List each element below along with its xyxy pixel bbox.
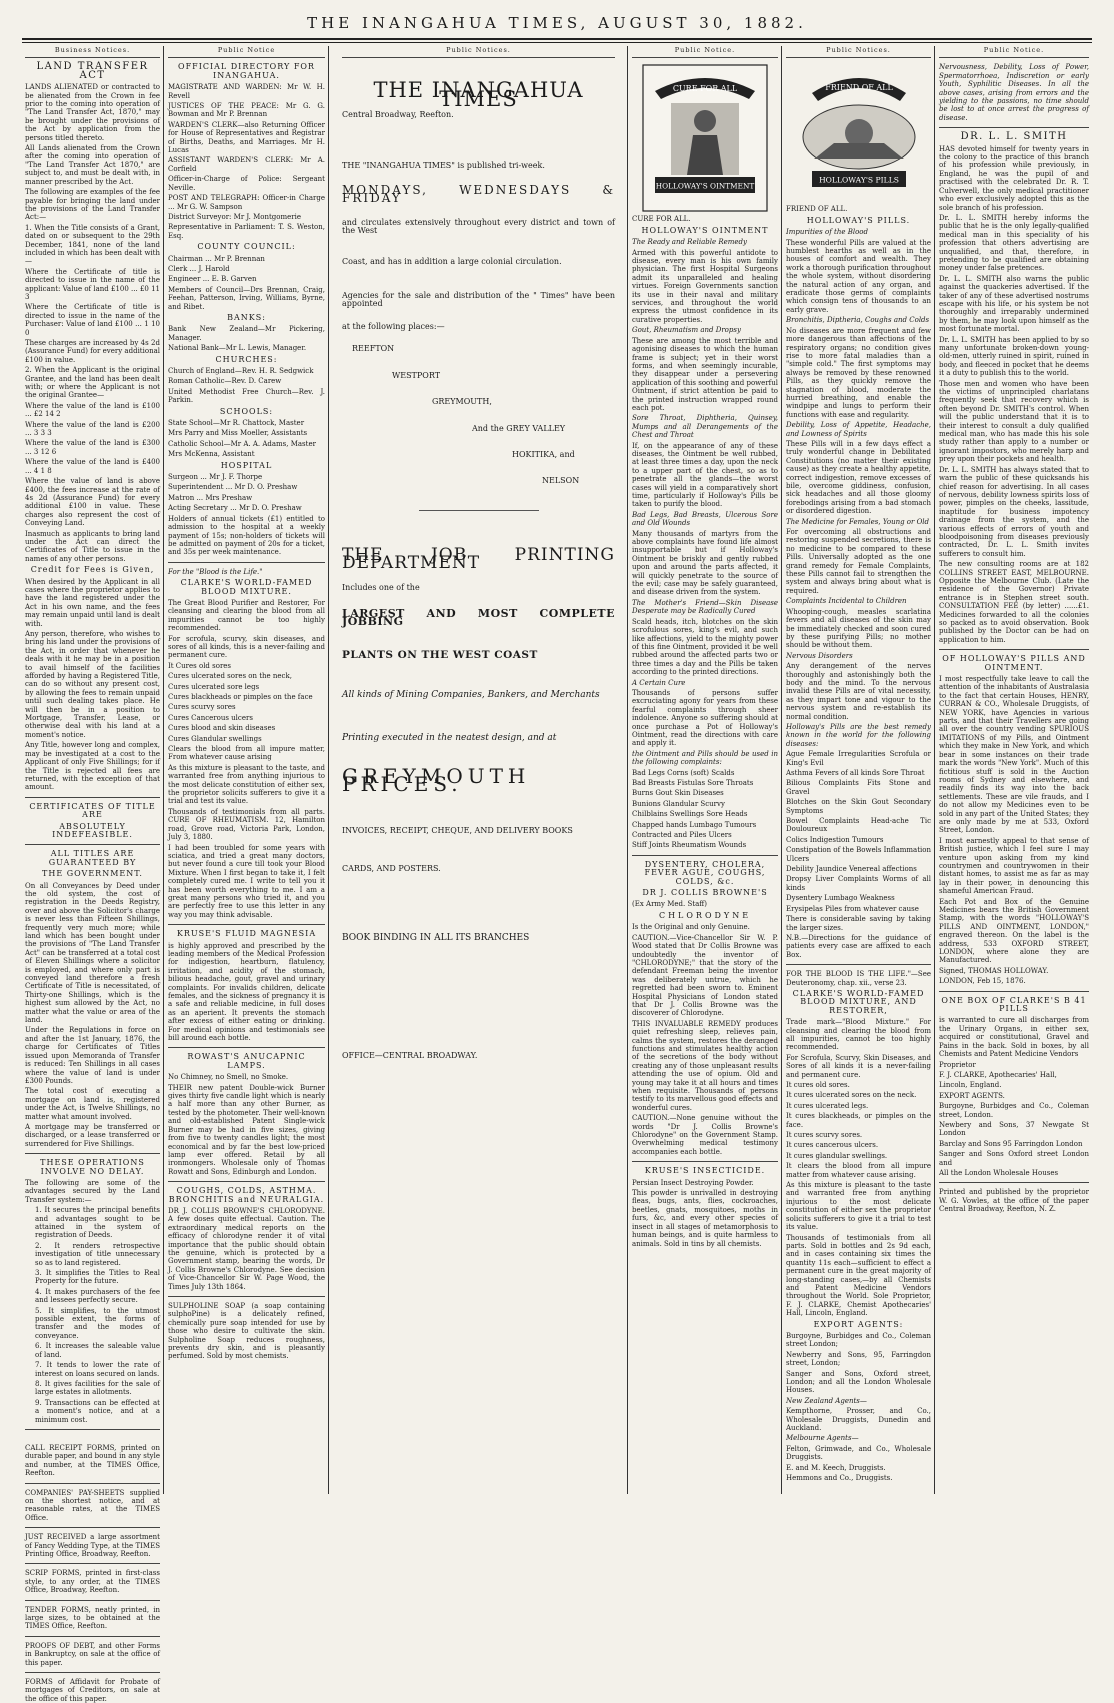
export-agent: All the London Wholesale Houses	[939, 1168, 1059, 1177]
export-agent: Kempthorne, Prosser, and Co., Wholesale Druggists, Dunedin and Auckland.	[786, 1407, 931, 1433]
separator	[632, 855, 778, 856]
paragraph: CAUTION.—None genuine without the words "Dr J. Collis Browne's Chlorodyne" on the Government Stamp. Overwhelming medical testimony accompanies each bottle.	[632, 1114, 778, 1156]
separator	[25, 1636, 160, 1637]
column-5	[783, 46, 934, 1492]
cure-item: It clears the blood from all impure matter from whatever cause arising.	[786, 1162, 931, 1179]
disease-row: Dropsy Liver Complaints Worms of all kinds	[786, 875, 931, 892]
agents-line: Agencies for the sale and distribution of the " Times" have been appointed	[342, 291, 615, 309]
advantage-item: 8. It gives facilities for the sale of large estates in allotments.	[35, 1379, 160, 1397]
largest-line: LARGEST AND MOST COMPLETE JOBBING	[342, 606, 615, 629]
export-agent: Barclay and Sons 95 Farringdon London	[939, 1139, 1083, 1148]
disease-row: Colics Indigestion Tumours	[786, 835, 884, 844]
paragraph: Dr. L. L. SMITH has been applied to by so many unfortunate broken-down young-old-men, utterly ruined in spirit, ruined in body, and fleeced in pocket that he deems it a duty to publish this to the world.	[939, 335, 1089, 378]
column-heading: Public Notice.	[632, 46, 778, 58]
directory-entry: MAGISTRATE AND WARDEN: Mr W. H. Revell	[168, 83, 325, 100]
agency-place: And the GREY VALLEY	[472, 423, 566, 433]
complaint-row: Bad Legs Corns (soft) Scalds	[632, 768, 735, 777]
paragraph: Dr. L. L. SMITH has always stated that to warn the public of these quicksands his chief reason for advertising. In all cases of nervous, debility lowness spirits loss of power, pimples on the cheeks, lassitude, inaptitude for business impotency drainage from the system, and the various effects of errors of youth and bloodpoisoning from diseases previously contracted, Dr. L. L. Smith invites sufferers to consult him.	[939, 465, 1089, 558]
paragraph: is warranted to cure all discharges from the Urinary Organs, in either sex, acquired or constitutional, Gravel and Pains in the back. Sold in boxes, by all Chemists and Patent Medicine Vendors	[939, 1016, 1089, 1059]
paragraph: Trade mark—"Blood Mixture." For cleansing and clearing the blood from all impurities, cannot be too highly recommended.	[786, 1018, 931, 1052]
lamps-heading: ROWAST'S ANUCAPNIC LAMPS.	[187, 1052, 306, 1070]
top-rule	[22, 38, 1092, 40]
fee-line: Where the value of the land is £100 ... £2 14 2	[25, 401, 160, 419]
column-3	[330, 46, 627, 1492]
ointment-heading: HOLLOWAY'S OINTMENT	[641, 225, 769, 235]
best-remedy-line: Holloway's Pills are the best remedy known in the world for the following diseases:	[786, 722, 931, 748]
directory-entry: Representative in Parliament: T. S. Weston, Esq.	[168, 223, 325, 240]
separator	[25, 1563, 160, 1564]
paragraph: Armed with this powerful antidote to disease, every man is his own family physician. The first Hospital Surgeons admit its unparalleled and healing virtues. Foreign Governments sanction its use in their naval and military services, and throughout the world express the utmost confidence in its curative properties.	[632, 248, 778, 324]
disease-row: Bowel Complaints Head-ache Tic Douloureux	[786, 817, 931, 834]
export-heading: EXPORT AGENTS.	[939, 1091, 1005, 1100]
ad-tender-forms: TENDER FORMS, neatly printed, in large sizes, to be obtained at the TIMES Office, Reefton.	[25, 1605, 160, 1631]
chlorodyne-heading: CHLORODYNE	[658, 910, 752, 920]
paragraph: These wonderful Pills are valued at the humblest hearths as well as in the houses of comfort and wealth. They work a thorough purification throughout the whole system, without disordering the natural action of any organ, and eradicate those germs of complaints which consign tens of thousands to an early grave.	[786, 238, 931, 314]
advantage-item: 7. It tends to lower the rate of interest on loans secured on lands.	[35, 1361, 160, 1378]
advantage-item: 5. It simplifies, to the utmost possible extent, the forms of transfer and the modes of conveyance.	[35, 1306, 160, 1340]
blood-tagline: For the "Blood is the Life."	[168, 567, 263, 576]
export-agent: Sanger and Sons Oxford street London and	[939, 1150, 1089, 1167]
disease-row: Erysipelas Piles from whatever cause	[786, 904, 919, 913]
advantage-item: 4. It makes purchasers of the fee and lessees perfectly secure.	[35, 1287, 160, 1305]
holloway-notice-heading: OF HOLLOWAY'S PILLS AND OINTMENT.	[942, 654, 1086, 672]
directory-entry: POST AND TELEGRAPH: Officer-in Charge ... Mr G. W. Sampson	[168, 194, 325, 211]
paragraph: Nervousness, Debility, Loss of Power, Spermatorrhoea, Indiscretion or early Youth, Syphilitic Diseases. In all the above cases, arising from errors and the yielding to the passions, no time should be lost to at once arrest the progress of disease.	[939, 63, 1089, 122]
directory-entry: WARDEN'S CLERK—also Returning Officer for House of Representatives and Registrar of Births, Deaths, and Marriages. Mr H. Lucas	[168, 120, 325, 155]
emblem-caption: FRIEND OF ALL.	[786, 205, 848, 214]
paragraph: All Lands alienated from the Crown after the coming into operation of "The Land Transfer Act 1870," are subject to, and must be dealt with, in manner prescribed by the Act.	[25, 144, 160, 186]
directory-entry: JUSTICES OF THE PEACE: Mr G. G. Bowman and Mr P. Brennan	[168, 102, 325, 119]
paragraph: Each Pot and Box of the Genuine Medicines bears the British Government Stamp, with the words "HOLLOWAY'S PILLS AND OINTMENT, LONDON," engraved thereon. On the label is the address, 533 OXFORD STREET, LONDON, where alone they are Manufactured.	[939, 897, 1089, 965]
school-entry: Mrs Parry and Miss Moeller, Assistants	[168, 429, 308, 438]
land-transfer-title: LAND TRANSFER ACT	[36, 61, 149, 81]
ad-wedding-type: JUST RECEIVED a large assortment of Fancy Wedding Type, at the TIMES Printing Office, Broadway, Reefton.	[25, 1533, 160, 1558]
subheading: Sore Throat, Diphtheria, Quinsey, Mumps and all Derangements of the Chest and Throat	[632, 414, 778, 440]
hospital-entry: Acting Secretary ... Mr D. O. Preshaw	[168, 504, 302, 513]
paragraph: is highly approved and prescribed by the leading members of the Medical Profession for indigestion, heartburn, flatulency, irritation, and acidity of the stomach, bilious headache, gout, gravel and urinary complaints. For invalids children, delicate females, and the sickness of pregnancy it is a safe and reliable medicine, in full doses as an aperient. It prevents the stomach after excess of either eating or drinking. For medical opinions and testimonials see bill around each bottle.	[168, 941, 325, 1043]
paragraph: On all Conveyances by Deed under the old system, the cost of registration in the Deeds Registry, over and above the Solicitor's charge is never less than Fifteen Shillings, frequently very much more; while land which has been bought under the provisions of "The Land Transfer Act" can be transferred at a total cost of Eleven Shillings where a solicitor is employed, and where only part is conveyed land therefore a fresh Certificate of Title is necessitated, of Thirty-one Shillings, which is the highest sum allowed by the Act, no matter what the value or area of the land.	[25, 881, 160, 1025]
separator	[25, 844, 160, 845]
paragraph: DR J. COLLIS BROWNE'S CHLORODYNE. A few doses quite effectual. Caution. The extraordinary medical reports on the efficacy of chlorodyne render it of vital importance that the public should obtain the genuine, which is protected by a Government stamp, bearing the words, Dr J. Collis Browne's Chlorodyne. See decision of Vice-Chancellor Sir W. Page Wood, the Times July 13th 1864.	[168, 1206, 325, 1291]
paragraph: These Pills will in a few days effect a truly wonderful change in Debilitated Constitutions (no matter their existing cause) as they create a healthy appetite, correct indigestion, remove excesses of bile, overcome giddiness, confusion, sick headaches and all those gloomy forebodings arising from a bad stomach or disordered digestion.	[786, 439, 931, 516]
agency-place: NELSON	[542, 476, 580, 486]
fee-line: Where the Certificate of title is directed to issue in the name of the applicant: Value of land £100 ... £0 11 3	[25, 267, 160, 301]
paragraph: SULPHOLINE SOAP (a soap containing sulphoPine) is a delicately refined, chemically pure soap intended for use by those who desire to cultivate the skin. Sulpholine Soap reduces roughness, prevents dry skin, and is pleasantly perfumed. Sold by most chemists.	[168, 1302, 325, 1361]
cure-item: Clears the blood from all impure matter, From whatever cause arising	[168, 745, 325, 762]
school-entry: Mrs McKenna, Assistant	[168, 450, 255, 459]
paragraph: No diseases are more frequent and few more dangerous than affections of the respiratory organs; no condition gives rise to more fatal maladies than a "simple cold." The first symptoms may always be removed by these renowned Pills, as they quickly remove the stagnation of blood, moderate the hurried breathing, and enable the windpipe and lungs to perform their functions with ease and regularity.	[786, 326, 931, 419]
export-agent: E. and M. Keech, Druggists.	[786, 1463, 886, 1472]
circulation-line: and circulates extensively throughout every district and town of the West	[342, 217, 615, 236]
subheading: Impurities of the Blood	[786, 228, 869, 237]
ad-pay-sheets: COMPANIES' PAY-SHEETS supplied on the shortest notice, and at reasonable rates, at the TIMES Office.	[25, 1488, 160, 1522]
dr-smith-heading: DR. L. L. SMITH	[960, 131, 1068, 143]
advantage-item: 6. It increases the saleable value of land.	[35, 1342, 160, 1359]
cure-item: Cures ulcerated sores on the neck,	[168, 672, 292, 681]
holloways-ointment-emblem-icon	[641, 63, 769, 213]
separator	[786, 964, 931, 965]
bank-entry: National Bank—Mr L. Lewis, Manager.	[168, 344, 307, 353]
circulation-line-2: Coast, and has in addition a large colonial circulation.	[342, 256, 562, 266]
disease-row: Ague Female Irregularities Scrofula or King's Evil	[786, 750, 931, 767]
column-divider	[328, 46, 329, 1494]
export-agent: Hemmons and Co., Druggists.	[786, 1474, 893, 1483]
cure-item: It cures ulcerated sores on the neck.	[786, 1091, 917, 1100]
plants-line: PLANTS ON THE WEST COAST	[342, 648, 538, 661]
emblem-caption: CURE FOR ALL.	[632, 215, 691, 224]
fee-line: Where the value of the land is £200 ... 3 3 3	[25, 420, 160, 438]
paragraph: Where the value of land is above £400, the fees increase at the rate of 4s 2d (Assurance Fund) for every additional £100 in value. These charges also represent the cost of Conveying Land.	[25, 477, 160, 528]
fee-line: These charges are increased by 4s 2d (Assurance Fund) for every additional £100 in value.	[25, 339, 160, 364]
separator	[632, 1161, 778, 1162]
separator	[25, 797, 160, 798]
pills-heading: HOLLOWAY'S PILLS.	[806, 215, 911, 225]
column-heading: Public Notices.	[342, 46, 615, 58]
proprietor-location: Lincoln, England.	[939, 1081, 1002, 1090]
complaint-row: Burns Gout Skin Diseases	[632, 789, 724, 798]
certificates-heading: CERTIFICATES OF TITLE ARE	[29, 801, 156, 820]
paragraph: I most respectfully take leave to call the attention of the inhabitants of Australasia to the fact that certain Houses, HENRY, CURRAN & CO., Wholesale Druggists, of NEW YORK, have Agencies in various parts, and that their Travellers are going all over the country vending SPURIOUS IMITATIONS of my Pills, and Ointment which they make in New York, and which bear in some instances on their trade mark the words "New York". Much of this fictitious stuff is sold in the Auction rooms of Sydney and elsewhere, and readily finds its way into the back settlements. These are vile frauds, and I do not allow my Medicines even to be sold in any part of the United States; they are only made by me at 533, Oxford Street, London.	[939, 675, 1089, 835]
paragraph: Any Title, however long and complex, may be investigated at a cost to the Applicant of only Five Shillings; for if the Title is rejected all fees are returned, with the exception of that amount.	[25, 741, 160, 792]
hospital-entry: Surgeon ... Mr J. F. Thorpe	[168, 473, 263, 482]
subheading: A Certain Cure	[632, 678, 686, 687]
paragraph: For Scrofula, Scurvy, Skin Diseases, and Sores of all kinds it is a never-failing and permanent cure.	[786, 1053, 931, 1079]
subheading: The Medicine for Females, Young or Old	[786, 517, 930, 526]
date-line: LONDON, Feb 15, 1876.	[939, 977, 1026, 986]
signed-line: Signed, THOMAS HOLLOWAY.	[939, 966, 1049, 975]
titles-heading: ALL TITLES ARE GUARANTEED BY	[48, 849, 137, 867]
paragraph: The total cost of executing a mortgage on land is, registered under the Act, is Twelve Shillings, no matter what amount involved.	[25, 1087, 160, 1121]
top-rule-thin	[22, 42, 1092, 43]
separator	[168, 562, 325, 563]
paragraph: Any person, therefore, who wishes to bring his land under the provisions of the Act, in order that whenever he deals with it he may be in a position to avail himself of the facilities afforded by having a Registered Title, can do so without any present cost, by allowing the fees to remain unpaid until such dealing takes place. He will then be in a position to Mortgage, Transfer, Lease, or otherwise deal with his land at a moment's notice.	[25, 630, 160, 739]
paragraph: Thousands of persons suffer excruciating agony for years from these fearful complaints through sheer indolence. Anyone so suffering should at once purchase a Pot of Holloway's Ointment, read the directions with care and apply it.	[632, 688, 778, 748]
clarke-heading: CLARKE'S WORLD-FAMED BLOOD MIXTURE, AND RESTORER,	[792, 988, 925, 1015]
complaint-row: Bunions Glandular Scurvy	[632, 799, 725, 808]
hospital-entry: Matron ... Mrs Preshaw	[168, 493, 253, 502]
separator	[939, 649, 1089, 650]
county-heading: COUNTY COUNCIL:	[197, 242, 296, 252]
fee-line: Where the value of the land is £300 ... 3 12 6	[25, 439, 160, 456]
separator	[939, 991, 1089, 992]
publication-line: THE "INANGAHUA TIMES" is published tri-week.	[342, 160, 545, 170]
subheading: Gout, Rheumatism and Dropsy	[632, 326, 741, 335]
disease-row: Blotches on the Skin Gout Secondary Symptoms	[786, 798, 931, 815]
export-heading: EXPORT AGENTS:	[813, 1319, 904, 1329]
certificates-heading-2: ABSOLUTELY INDEFEASIBLE.	[52, 821, 133, 839]
cure-item: Cures Cancerous ulcers	[168, 713, 253, 722]
ad-proofs-of-debt: PROOFS OF DEBT, and other Forms in Bankruptcy, on sale at the office of this paper.	[25, 1641, 160, 1667]
paragraph: Thousands of testimonials from all parts. Sold in bottles and 2s 9d each, and in cases containing six times the quantity 11s each—sufficient to effect a permanent cure in the great majority of long-standing cases,—by all Chemists and Patent Medicine Vendors throughout the World. Sole Proprietor, F. J. CLARKE, Chemist Apothecaries' Hall, Lincoln, England.	[786, 1233, 931, 1318]
cure-item: It cures blackheads, or pimples on the face.	[786, 1112, 931, 1129]
paragraph: Any derangement of the nerves thoroughly and astonishingly both the body and the mind. To the nervous invalid these Pills are of vital necessity, as they impart tone and vigour to the nervous system and re-establish its normal condition.	[786, 662, 931, 721]
job-printing-heading: THE JOB PRINTING DEPARTMENT	[342, 544, 615, 574]
paragraph: The following are some of the advantages secured by the Land Transfer system:—	[25, 1178, 160, 1204]
subheading: The Ready and Reliable Remedy	[632, 238, 747, 247]
paragraph: Thousands of testimonials from all parts. CURE OF RHEUMATISM. 12, Hamilton road, Grove road, Victoria Park, London, July 3, 1880.	[168, 807, 325, 842]
paragraph: Whooping-cough, measles scarlatina fevers and all diseases of the skin may be immediately checked and soon cured by these purifying Pills; no mother should be without them.	[786, 607, 931, 650]
saving-note: There is considerable saving by taking the larger sizes.	[786, 915, 931, 932]
paragraph: Under the Regulations in force on and after the 1st January, 1876, the charge for Certificates of Titles issued upon Memoranda of Transfer is reduced: Ten Shillings in all cases where the value of land is under £300 Pounds.	[25, 1026, 160, 1085]
column-heading: Public Notice	[168, 46, 325, 58]
paragraph: The following are examples of the fee payable for bringing the land under the provisions of the Land Transfer Act:—	[25, 188, 160, 222]
separator	[25, 1527, 160, 1528]
blood-tagline: FOR THE BLOOD IS THE LIFE."—See Deuteronomy, chap. xii., verse 23.	[786, 970, 931, 987]
column-heading: Public Notice.	[939, 46, 1089, 58]
churches-heading: CHURCHES:	[215, 354, 278, 364]
disease-row: Debility Jaundice Venereal affections	[786, 865, 917, 874]
complaint-row: Contracted and Piles Ulcers	[632, 831, 732, 840]
subheading: The Mother's Friend—Skin Disease Desperate may be Radically Cured	[632, 598, 778, 616]
church-entry: United Methodist Free Church—Rev. J. Parkin.	[168, 387, 325, 405]
paper-title: THE INANGAHUA TIMES	[373, 78, 584, 111]
paragraph: THIS INVALUABLE REMEDY produces quiet refreshing sleep, relieves pain, calms the system, restores the deranged functions and stimulates healthy action of the secretions of the body without creating any of those unpleasant results attending the use of opium. Old and young may take it at all hours and times when requisite. Thousands of persons testify to its marvellous good effects and wonderful cures.	[632, 1019, 778, 1112]
school-entry: State School—Mr R. Chattock, Master	[168, 419, 305, 428]
column-divider	[627, 46, 628, 1494]
separator	[25, 1429, 160, 1430]
proprietor-name: F. J. CLARKE, Apothecaries' Hall,	[939, 1070, 1057, 1079]
separator	[168, 1047, 325, 1048]
office-line: OFFICE—CENTRAL BROADWAY.	[342, 1051, 478, 1060]
paragraph: 2. When the Applicant is the original Grantee, and the land has been dealt with; or where the Applicant is not the original Grantee—	[25, 366, 160, 400]
column-6	[936, 46, 1092, 1492]
subheading: Bad Legs, Bad Breasts, Ulcerous Sore and Old Wounds	[632, 510, 778, 528]
disease-row: Dysentery Lumbago Weakness	[786, 894, 895, 903]
column-2	[165, 46, 328, 1492]
advantage-item: 1. It secures the principal benefits and advantages sought to be attained in the system of registration of Deeds.	[35, 1206, 160, 1240]
paragraph: LANDS ALIENATED or contracted to be alienated from the Crown in fee prior to the coming into operation of "The Land Transfer Act, 1870," may be brought under the provisions of the Act by application from the persons titled thereto.	[25, 83, 160, 142]
credit-heading: Credit for Fees is Given,	[30, 565, 155, 575]
paragraph: Many thousands of martyrs from the above complaints have found life almost insupportable but if Holloway's Ointment be briskly and gently rubbed upon and around the parts affected, it will quickly penetrate to the source of the evil; case may be safely guaranteed, and disease driven from the system.	[632, 529, 778, 597]
paragraph: For overcoming all obstructions and restoring suspended secretions, there is no medicine to be compared to these Pills. Universally adopted as the one grand remedy for Female Complaints, these Pills cannot fail to strengthen the system and always bring about what is required.	[786, 528, 931, 595]
banks-heading: BANKS:	[227, 312, 266, 322]
separator	[939, 127, 1089, 128]
holloways-pills-emblem-icon	[794, 63, 924, 203]
insecticide-heading: KRUSE'S INSECTICIDE.	[644, 1166, 766, 1176]
column-divider	[781, 46, 782, 1494]
directory-entry: District Surveyor: Mr J. Montgomerie	[168, 212, 302, 221]
subheading: Bronchitis, Diptheria, Coughs and Colds	[786, 316, 930, 325]
export-agent: Newberry and Sons, 95, Farringdon street, London;	[786, 1350, 931, 1368]
directory-entry: Officer-in-Charge of Police: Sergeant Neville.	[168, 175, 325, 192]
nb-note: N.B.—Directions for the guidance of patients every case are affixed to each Box.	[786, 933, 931, 959]
ad-affidavit: FORMS of Affidavit for Probate of mortgages of Creditors, on sale at the office of this paper.	[25, 1678, 160, 1703]
collis-sub: (Ex Army Med. Staff)	[632, 900, 707, 909]
paragraph: These are among the most terrible and agonising diseases to which the human frame is subject; yet in their worst forms, and when seemingly incurable, they disappear under a persevering application of this soothing and powerful Ointment, if strict attention be paid to the printed instruction wrapped round each pot.	[632, 336, 778, 412]
agents-line-2: at the following places:—	[342, 321, 445, 331]
dysentery-heading: DYSENTERY, CHOLERA, FEVER AGUE, COUGHS, COLDS, &c.	[644, 859, 766, 886]
advantage-item: 2. It renders retrospective investigation of title unnecessary so as to land registered.	[35, 1241, 160, 1267]
agency-place: REEFTON	[352, 344, 395, 354]
paper-address: Central Broadway, Reefton.	[342, 110, 454, 120]
lamps-subheading: No Chimney, no Smell, no Smoke.	[168, 1073, 289, 1082]
cough-heading: COUGHS, COLDS, ASTHMA. BRONCHITIS and NEURALGIA.	[168, 1186, 325, 1204]
export-agent: Burgoyne, Burbidges and Co., Coleman street, London.	[939, 1102, 1089, 1119]
complaint-row: Bad Breasts Fistulas Sore Throats	[632, 779, 754, 787]
separator	[25, 1153, 160, 1154]
cure-item: It cures cancerous ulcers.	[786, 1141, 879, 1150]
fee-line: Where the Certificate of title is directed to issue in the name of the Purchaser: Value of land £100 ... 1 10 0	[25, 303, 160, 337]
export-agent: Melbourne Agents—	[786, 1434, 859, 1443]
fee-line: Where the value of the land is £400 ... 4 1 8	[25, 458, 160, 475]
kruse-heading: KRUSE'S FLUID MAGNESIA	[176, 929, 317, 939]
paragraph: A mortgage may be transferred or discharged, or a lease transferred or surrendered for Five Shillings.	[25, 1122, 160, 1148]
church-entry: Roman Catholic—Rev. D. Carew	[168, 377, 282, 386]
paragraph: THEIR new patent Double-wick Burner gives thirty five candle light which is nearly a half more than any other Burner, as tested by the photometer. Their well-known and old-established Patent Single-wick Burner may be had in five sizes, giving from five to twenty candles light; the most economical and by far the best low-priced lamp ever offered. Retail by all ironmongers. Wholesale only of Thomas Rowatt and Sons, Edinburgh and London.	[168, 1083, 325, 1176]
separator	[25, 1600, 160, 1601]
complaint-row: Stiff Joints Rheumatism Wounds	[632, 841, 747, 850]
column-1	[22, 46, 163, 1703]
titles-heading-2: THE GOVERNMENT.	[42, 869, 143, 879]
paragraph: If, on the appearance of any of these diseases, the Ointment be well rubbed, at least three times a day, upon the neck to a upper part of the chest, so as to penetrate all the glands—the worst cases will yield in a comparatively short time, particularly if Holloway's Pills be taken to purify the blood.	[632, 441, 778, 509]
cure-item: Cures scurvy sores	[168, 703, 236, 712]
church-entry: Church of England—Rev. H. R. Sedgwick	[168, 367, 314, 375]
export-agent: Burgoyne, Burbidges and Co., Coleman street London;	[786, 1331, 931, 1349]
paragraph: I had been troubled for some years with sciatica, and tried a great many doctors, but never found a cure till took your Blood Mixture. When I first began to take it, I felt completely cured me. I write to tell you it has been worth everything to me. I am a great many persons who tried it, and you are perfectly free to use this letter in any way you may think advisable.	[168, 843, 325, 919]
invoices-line: INVOICES, RECEIPT, CHEQUE, AND DELIVERY BOOKS	[342, 825, 573, 835]
collis-browne-heading: DR J. COLLIS BROWNE'S	[642, 888, 768, 898]
cure-item: Cures blood and skin diseases	[168, 724, 276, 733]
separator	[25, 1483, 160, 1484]
paragraph: For scrofula, scurvy, skin diseases, and sores of all kinds, this is a never-failing and permanent cure.	[168, 634, 325, 660]
paragraph: CAUTION.—Vice-Chancellor Sir W. P. Wood stated that Dr Collis Browne was undoubtedly the inventor of "CHLORODYNE;" that the story of the defendant Freeman being the inventor was deliberately untrue, which he regretted had been sworn to. Eminent Hospital Physicians of London stated that Dr J. Collis Browne was the discoverer of Chlorodyne.	[632, 933, 778, 1018]
emblem-brand-text: HOLLOWAY'S PILLS	[818, 175, 899, 185]
subheading: Complaints Incidental to Children	[786, 597, 907, 606]
export-agent: Sanger and Sons, Oxford street, London; and all the London Wholesale Houses.	[786, 1369, 931, 1395]
subheading: Debility, Loss of Appetite, Headache, and Lowness of Spirits	[786, 421, 931, 438]
column-heading: Business Notices.	[25, 46, 160, 58]
paragraph: Dr. L. L. SMITH also warns the public against the quackeries advertised. If the taker of any of these advertised nostrums escape with his life, or his system be not thoroughly and irreparably undermined by them, he may look upon himself as the most fortunate mortal.	[939, 274, 1089, 334]
paragraph: Those men and women who have been the victims of unprincipled charlatans frequently seek that recovery which is often beyond Dr. SMITH's control. When will the public understand that it is to their interest to consult a duly qualified medical man, who has made this his sole study rather than apply to a number or ignorant impostors, who merely harp and prey upon their pockets and health.	[939, 379, 1089, 464]
export-agent: Felton, Grimwade, and Co., Wholesale Druggists.	[786, 1444, 931, 1462]
paragraph: Inasmuch as applicants to bring land under the Act can direct the Certificates of Title to issue in the names of any other persons.	[25, 529, 160, 563]
school-entry: Catholic School—Mr A. A. Adams, Master	[168, 439, 316, 448]
agency-place: WESTPORT	[392, 370, 441, 380]
paragraph: When desired by the Applicant in all cases where the proprietor applies to have the land registered under the Act in his own name, and the fees may remain unpaid until land is dealt with.	[25, 577, 160, 628]
paragraph: 1. When the Title consists of a Grant, dated on or subsequent to the 29th December, 1841, none of the land included in which has been dealt with—	[25, 223, 160, 266]
subheading: the Ointment and Pills should be used in the following complaints:	[632, 749, 778, 767]
cure-item: It cures old sores.	[786, 1081, 850, 1089]
ad-scrip-forms: SCRIP FORMS, printed in first-class style, to any order, at the TIMES Office, Broadway, Reefton.	[25, 1569, 160, 1595]
agency-place: GREYMOUTH,	[432, 397, 492, 407]
county-entry: Chairman ... Mr P. Brennan	[168, 254, 265, 263]
masthead: THE INANGAHUA TIMES, AUGUST 30, 1882.	[307, 14, 807, 32]
column-divider	[934, 46, 935, 1494]
emblem-banner-text: CURE FOR ALL	[672, 84, 738, 94]
insecticide-sub: Persian Insect Destroying Powder.	[632, 1178, 754, 1187]
cure-item: It cures scurvy sores.	[786, 1131, 863, 1140]
includes-line: Includes one of the	[342, 582, 420, 592]
complaint-row: Chilblains Swellings Sore Heads	[632, 810, 748, 819]
export-agent: New Zealand Agents—	[786, 1396, 867, 1405]
export-agent: Newbery and Sons, 37 Newgate St London	[939, 1120, 1089, 1138]
subheading: Nervous Disorders	[786, 651, 853, 660]
cure-item: Cures blackheads or pimples on the face	[168, 693, 313, 701]
paragraph: As this mixture is pleasant to the taste and warranted free from anything injurious to the most delicate constitution of either sex the proprietor solicits sufferers to give it a trial to test its value.	[786, 1181, 931, 1232]
hospital-entry: Holders of annual tickets (£1) entitled to admission to the hospital at a weekly payment of 15s; non-holders of tickets will be admitted on payment of 20s for a ticket, and 35s per week maintenance.	[168, 514, 325, 557]
original-line: Is the Original and only Genuine.	[632, 923, 750, 932]
county-entry: Clerk ... J. Harold	[168, 264, 230, 273]
kinds-line: All kinds of Mining Companies, Bankers, and Merchants	[342, 690, 600, 701]
clarke-heading: CLARKE'S WORLD-FAMED BLOOD MIXTURE.	[180, 578, 313, 596]
emblem-brand-text: HOLLOWAY'S OINTMENT	[655, 181, 755, 191]
binding-line: BOOK BINDING IN ALL ITS BRANCHES	[342, 932, 530, 943]
imprint: Printed and published by the proprietor W. G. Vowles, at the office of the paper Central Broadway, Reefton, N. Z.	[939, 1188, 1089, 1214]
bank-entry: Bank New Zealand—Mr Pickering, Manager.	[168, 325, 325, 342]
cure-item: Cures ulcerated sore legs	[168, 682, 260, 691]
separator	[168, 1296, 325, 1297]
short-rule	[419, 510, 539, 511]
separator	[168, 1181, 325, 1182]
paragraph: I most earnestly appeal to that sense of British justice, which I feel sure I may venture upon asking from my kind countrymen and countrywomen in their distant homes, to assist me as far as may lay in their power, in denouncing this shameful American Fraud.	[939, 836, 1089, 896]
cure-item: Cures Glandular swellings	[168, 734, 262, 743]
paragraph: Scald heads, itch, blotches on the skin scrofulous sores, king's evil, and such like affections, yield to the mighty power of this fine Ointment, provided it be well rubbed around the affected parts two or three times a day and the Pills be taken according to the printed directions.	[632, 617, 778, 677]
column-4	[629, 46, 781, 1492]
emblem-banner-text: FRIEND OF ALL	[824, 83, 893, 93]
cure-item: It Cures old sores	[168, 661, 232, 670]
disease-row: Asthma Fevers of all kinds Sore Throat	[786, 769, 925, 777]
cure-item: It cures ulcerated legs.	[786, 1101, 869, 1110]
proprietor-label: Proprietor	[939, 1060, 976, 1069]
county-entry: Members of Council—Drs Brennan, Craig, Feehan, Patterson, Irving, Williams, Byrne, and Ribet.	[168, 285, 325, 311]
disease-row: Constipation of the Bowels Inflammation Ulcers	[786, 846, 931, 863]
advantage-item: 9. Transactions can be effected at a moment's notice, and at a minimum cost.	[35, 1398, 160, 1424]
cure-item: It cures glandular swellings.	[786, 1151, 888, 1160]
directory-entry: ASSISTANT WARDEN'S CLERK: Mr A. Corfield	[168, 156, 325, 173]
ad-call-receipt: CALL RECEIPT FORMS, printed on durable paper, and bound in any style and number, at the TIMES Office, Reefton.	[25, 1443, 160, 1478]
paragraph: This powder is unrivalled in destroying fleas, bugs, ants, flies, cockroaches, beetles, gnats, mosquitoes, moths in furs, &c, and every other species of insect in all stages of metamorphosis to human beings, and is quite harmless to animals. Sold in tins by all chemists.	[632, 1189, 778, 1248]
separator	[939, 1182, 1089, 1183]
paragraph: As this mixture is pleasant to the taste, and warranted free from anything injurious to the most delicate constitution of either sex, the proprietor solicits sufferers to give it a trial and test its value.	[168, 763, 325, 806]
publication-days: MONDAYS, WEDNESDAYS & FRIDAY	[342, 183, 615, 206]
separator	[168, 924, 325, 925]
column-divider	[163, 46, 164, 1494]
hospital-entry: Superintendent ... Mr D. O. Preshaw	[168, 483, 298, 492]
cards-line: CARDS, AND POSTERS.	[342, 864, 441, 874]
disease-row: Bilious Complaints Fits Stone and Gravel	[786, 779, 931, 796]
box-heading: ONE BOX OF CLARKE'S B 41 PILLS	[941, 995, 1087, 1014]
agency-place: HOKITIKA, and	[512, 449, 575, 459]
operations-heading: THESE OPERATIONS INVOLVE NO DELAY.	[40, 1158, 145, 1176]
paragraph: The new consulting rooms are at 182 COLLINS STREET EAST, MELBOURNE. Opposite the Melbourne Club. (Late the residence of the Governor) Private entrance is in Stephen street south. CONSULTATION FEE (by letter) ......£1. Medicines forwarded to all the colonies so packed as to avoid observation. Book published by the Doctor can be had on application to him.	[939, 560, 1089, 644]
paragraph: Dr. L. L. SMITH hereby informs the public that he is the only legally-qualified medical man in this speciality of his profession that others advertising are unqualified, and that, therefore, in pretending to be qualified are obtaining money under false pretences.	[939, 213, 1089, 273]
hospital-heading: HOSPITAL	[220, 460, 273, 470]
separator	[25, 1672, 160, 1673]
paragraph: HAS devoted himself for twenty years in the colony to the practice of this branch of his profession while previously, in England, he was the pupil of and practised with the celebrated Dr. R. T. Culverwell, the only medical practitioner who ever exclusively adopted this as the sole branch of his profession.	[939, 144, 1089, 212]
printing-line: Printing executed in the neatest design, and at	[342, 732, 557, 743]
advantage-item: 3. It simplifies the Titles to Real Property for the future.	[35, 1269, 160, 1286]
schools-heading: SCHOOLS:	[219, 406, 274, 416]
column-heading: Public Notices.	[786, 46, 931, 58]
paragraph: The Great Blood Purifier and Restorer, For cleansing and clearing the blood from all impurities cannot be too highly recommended.	[168, 598, 325, 633]
county-entry: Engineer ... E. B. Garven	[168, 275, 257, 284]
complaint-row: Chapped hands Lumbago Tumours	[632, 820, 757, 829]
prices-line: GREYMOUTH PRICES.	[342, 763, 531, 797]
directory-heading: OFFICIAL DIRECTORY FOR INANGAHUA.	[178, 62, 315, 80]
